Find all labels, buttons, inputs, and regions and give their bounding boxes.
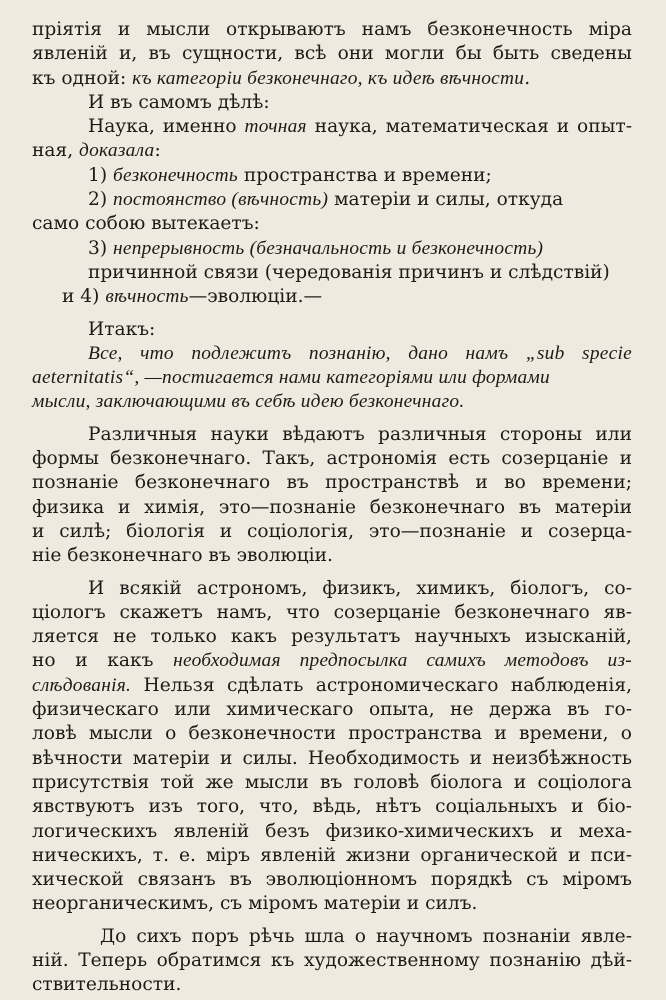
text-line: къ одной: къ категоріи безконечнаго, къ идеѣ вѣчности . xyxy=(32,67,531,89)
text-line: ствительности. xyxy=(32,974,182,996)
text-line: причинной связи (чередованія причинъ и слѣдствій) xyxy=(88,261,610,283)
text-line: 1) безконечность пространства и времени; xyxy=(88,164,492,186)
text-line: Различныя науки вѣдаютъ различныя стороны или xyxy=(88,423,632,445)
page-text xyxy=(32,18,632,998)
text-line: присутствія той же мысли въ головѣ біолога и соціолога xyxy=(32,771,632,793)
text-line: 3) непрерывность (безначальность и безконечность) xyxy=(88,237,544,259)
text-line: пріятія и мысли открываютъ намъ безконечность міра xyxy=(32,19,632,40)
text-line: и силѣ; біологія и соціологія, это—познаніе и созерца- xyxy=(32,520,632,542)
text-line: явствуютъ изъ того, что, вѣдь, нѣтъ соціальныхъ и біо- xyxy=(32,796,632,818)
text-line: но и какъ необходимая предпосылка самихъ методовъ из- xyxy=(32,650,632,672)
text-line: ловѣ мысли о безконечности пространства и времени, о xyxy=(32,723,632,745)
text-line: ная, доказала : xyxy=(32,140,161,162)
text-line: хической связанъ въ эволюціонномъ порядкѣ съ міромъ xyxy=(32,869,633,891)
text-line: формы безконечнаго. Такъ, астрономія есть созерцаніе и xyxy=(32,448,633,470)
text-line: неорганическимъ, съ міромъ матеріи и силъ. xyxy=(32,893,478,915)
text-line: ляется не только какъ результатъ научныхъ изысканій, xyxy=(32,626,632,648)
text-line: До сихъ поръ рѣчь шла о научномъ познаніи явле- xyxy=(100,925,632,947)
text-line: Итакъ: xyxy=(88,318,156,340)
text-line: Наука, именно точная наука, математическая и опыт- xyxy=(88,116,632,138)
text-line: физика и химія, это—познаніе безконечнаго въ матеріи xyxy=(32,496,632,518)
text-line: ціологъ скажетъ намъ, что созерцаніе безконечнаго яв- xyxy=(32,601,632,623)
text-line: познаніе безконечнаго въ пространствѣ и во времени; xyxy=(32,472,632,494)
text-line: Все, что подлежитъ познанію, дано намъ „sub specie xyxy=(88,342,632,364)
text-line: И въ самомъ дѣлѣ: xyxy=(88,91,270,113)
text-line: И всякій астрономъ, физикъ, химикъ, біологъ, со- xyxy=(88,577,632,599)
text-line: само собою вытекаетъ: xyxy=(32,213,260,235)
text-line: физическаго или химическаго опыта, не держа въ го- xyxy=(32,699,633,721)
text-line: ническихъ, т. е. міръ явленій жизни органической и пси- xyxy=(32,844,632,866)
text-line: и 4) вѣчность —эволюціи.— xyxy=(62,286,323,308)
text-line: явленій и, въ сущности, всѣ они могли бы быть сведены xyxy=(32,43,632,65)
text-line: логическихъ явленій безъ физико-химическихъ и меха- xyxy=(32,820,633,842)
text-line: вѣчности матеріи и силы. Необходимость и неизбѣжность xyxy=(32,747,632,769)
text-line: ніе безконечнаго въ эволюціи. xyxy=(32,545,333,567)
text-line: ній. Теперь обратимся къ художественному познанію дѣй- xyxy=(32,949,632,971)
text-line: слѣдованія. Нельзя сдѣлать астрономическаго наблюденія, xyxy=(32,674,632,696)
text-line: aeternitatis“, —постигается нами категоріями или формами xyxy=(32,367,550,389)
text-line: 2) постоянство (вѣчность) матеріи и силы, откуда xyxy=(88,189,564,211)
text-line: мысли, заключающими въ себѣ идею безконечнаго. xyxy=(32,391,465,413)
